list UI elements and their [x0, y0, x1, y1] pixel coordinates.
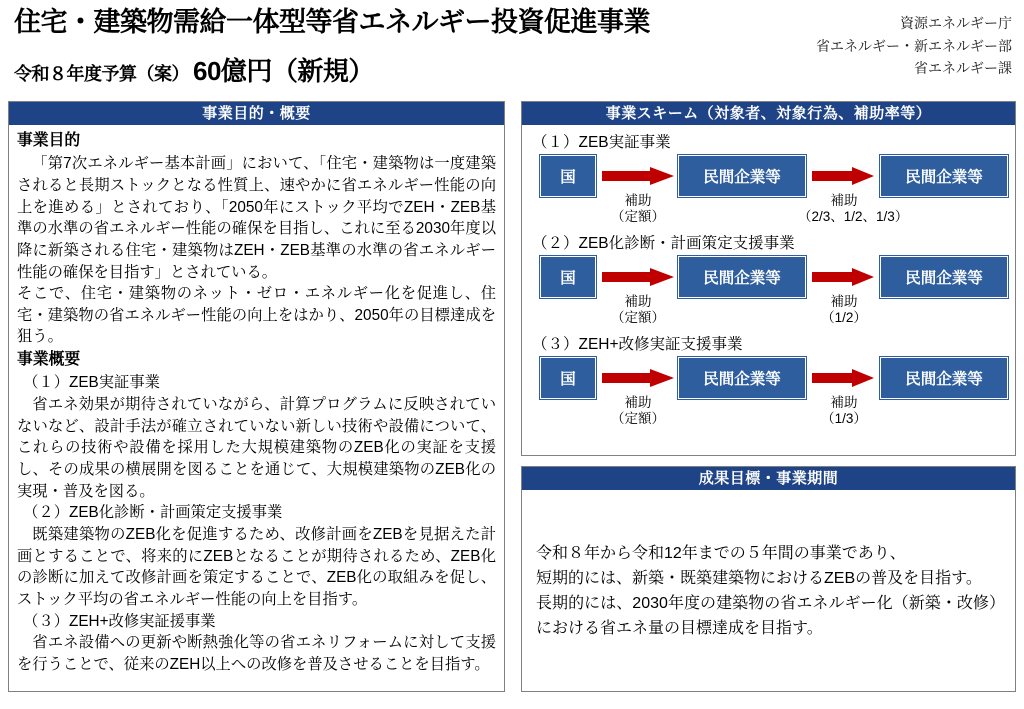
- panel-business-scheme: [521, 101, 1016, 456]
- section-heading-purpose: 事業目的: [17, 132, 81, 149]
- budget-amount: 60億円（新規）: [193, 56, 374, 86]
- flow-subsidy-label-1: [602, 395, 674, 427]
- org-line-1: 資源エネルギー庁: [900, 15, 1012, 31]
- flow-node-government: 国: [540, 357, 596, 399]
- flow-subsidy-label-1-line1: 補助: [624, 193, 652, 208]
- scheme-group-1-title: （１）ZEB実証事業: [532, 134, 671, 151]
- org-line-3: 省エネルギー課: [914, 60, 1012, 77]
- goal-line-2: 短期的には、新築・既築建築物におけるZEBの普及を目指す。: [536, 569, 982, 587]
- flow-arrow-right-icon: [602, 167, 674, 185]
- scheme-group-3: [530, 332, 1009, 431]
- issuing-organization: [816, 12, 1012, 80]
- slide-header: [0, 0, 1024, 92]
- overview-item-1-body: 省エネ効果が期待されていながら、計算プログラムに反映されていないなど、設計手法が確立されていない新しい技術や設備について、これらの技術や設備を採用した大規模建築物のZEB化の実証を支援し、その成果の横展開を図ることを通じて、大規模建築物のZEB化の実現・普及を図る。: [17, 396, 496, 500]
- goal-line-3: 長期的には、2030年度の建築物の省エネルギー化（新築・改修）における省エネ量の目標達成を目指す。: [536, 594, 1005, 637]
- scheme-group-2: [530, 231, 1009, 330]
- flow-subsidy-label-1: [602, 193, 674, 225]
- panel-purpose-overview: [8, 101, 505, 692]
- flow-subsidy-label-2: [798, 193, 909, 225]
- panel-outcome-goal-header: 成果目標・事業期間: [522, 467, 1015, 490]
- flow-subsidy-label-1-line1: 補助: [624, 395, 652, 410]
- flow-subsidy-label-2-line2: （1/2）: [821, 309, 867, 325]
- flow-subsidy-label-2-line1: 補助: [830, 294, 858, 309]
- flow-subsidy-label-1-line2: （定額）: [611, 309, 665, 325]
- flow-subsidy-label-2-line1: 補助: [830, 395, 858, 410]
- overview-item-1-title: （１）ZEB実証事業: [23, 374, 160, 392]
- flow-arrow-right-icon: [602, 268, 674, 286]
- org-line-2: 省エネルギー・新エネルギー部: [816, 37, 1012, 54]
- flow-arrow-right-icon: [602, 369, 674, 387]
- panel-business-scheme-body: [522, 125, 1015, 431]
- panel-business-scheme-header: 事業スキーム（対象者、対象行為、補助率等）: [522, 102, 1015, 125]
- flow-subsidy-label-2-line2: （2/3、1/2、1/3）: [798, 208, 909, 224]
- purpose-paragraph-1: 「第7次エネルギー基本計画」において、「住宅・建築物は一度建築されると長期ストックとなる性質上、速やかに省エネルギー性能の向上を進める」とされており、「2050年にストック平均でZEH・ZEB基準の水準の省エネルギー性能の確保を目指し、これに至る2030年度以降に新築される住宅・建築物はZEH・ZEB基準の水準の省エネルギー性能の確保を目指す」とされている。: [17, 155, 496, 281]
- flow-node-private-company-end: 民間企業等: [880, 357, 1008, 399]
- flow-node-private-company-end: 民間企業等: [880, 155, 1008, 197]
- purpose-paragraph-2: そこで、住宅・建築物のネット・ゼロ・エネルギー化を促進し、住宅・建築物の省エネルギー性能の向上をはかり、2050年の目標達成を狙う。: [17, 285, 496, 346]
- scheme-group-1-flow: [530, 153, 1009, 229]
- flow-subsidy-label-2: [798, 294, 890, 326]
- flow-arrow-right-icon: [812, 369, 874, 387]
- flow-node-private-company-mid: 民間企業等: [678, 357, 806, 399]
- budget-label: 令和８年度予算（案）: [14, 64, 189, 84]
- flow-subsidy-label-2-line1: 補助: [830, 193, 858, 208]
- overview-item-3-body: 省エネ設備への更新や断熱強化等の省エネリフォームに対して支援を行うことで、従来のZEH以上への改修を普及させることを目指す。: [17, 634, 496, 673]
- flow-subsidy-label-2: [798, 395, 890, 427]
- flow-subsidy-label-1-line2: （定額）: [611, 208, 665, 224]
- flow-node-government: 国: [540, 256, 596, 298]
- overview-item-3-title: （３）ZEH+改修実証援事業: [23, 612, 216, 630]
- panel-purpose-overview-body: [9, 125, 504, 679]
- panel-outcome-goal-body: [522, 490, 1015, 642]
- overview-item-2-body: 既築建築物のZEB化を促進するため、改修計画をZEBを見据えた計画とすることで、将来的にZEBとなることが期待されるため、ZEB化の診断に加えて改修計画を策定することで、ZEB化の取組みを促し、ストック平均の省エネルギー性能の向上を目指す。: [17, 525, 496, 608]
- budget-line: [14, 51, 374, 88]
- flow-subsidy-label-1: [602, 294, 674, 326]
- scheme-group-3-title: （３）ZEH+改修実証支援事業: [532, 336, 743, 353]
- flow-node-private-company-mid: 民間企業等: [678, 155, 806, 197]
- flow-node-private-company-mid: 民間企業等: [678, 256, 806, 298]
- flow-subsidy-label-2-line2: （1/3）: [821, 410, 867, 426]
- flow-subsidy-label-1-line2: （定額）: [611, 410, 665, 426]
- page-title: 住宅・建築物需給一体型等省エネルギー投資促進事業: [14, 7, 650, 37]
- scheme-group-2-title: （２）ZEB化診断・計画策定支援事業: [532, 235, 795, 252]
- scheme-group-1: [530, 130, 1009, 229]
- flow-node-government: 国: [540, 155, 596, 197]
- overview-item-2-title: （２）ZEB化診断・計画策定支援事業: [23, 504, 283, 522]
- flow-subsidy-label-1-line1: 補助: [624, 294, 652, 309]
- flow-arrow-right-icon: [812, 167, 874, 185]
- goal-line-1: 令和８年から令和12年までの５年間の事業であり、: [536, 545, 906, 562]
- panel-purpose-overview-header: 事業目的・概要: [9, 102, 504, 125]
- panel-outcome-goal: [521, 466, 1016, 692]
- section-heading-overview: 事業概要: [17, 351, 81, 369]
- flow-arrow-right-icon: [812, 268, 874, 286]
- flow-node-private-company-end: 民間企業等: [880, 256, 1008, 298]
- scheme-group-2-flow: [530, 254, 1009, 330]
- scheme-group-3-flow: [530, 355, 1009, 431]
